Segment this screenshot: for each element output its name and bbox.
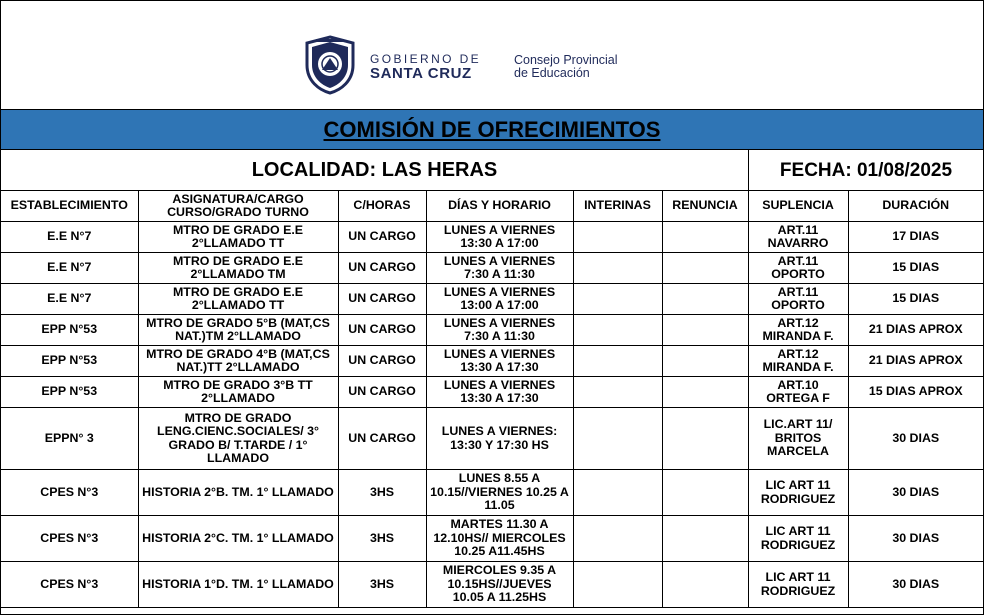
cell-suplencia: LIC ART 11 RODRIGUEZ [748,562,848,608]
cell-horario: LUNES A VIERNES: 13:30 Y 17:30 HS [426,408,573,470]
column-header: SUPLENCIA [748,191,848,222]
localidad-label: LOCALIDAD: LAS HERAS [1,150,749,191]
government-line-1: GOBIERNO DE [370,52,482,66]
table-header-row [1,191,983,222]
cell-horas: 3HS [338,516,426,562]
cell-interinas [573,253,662,284]
cell-interinas [573,284,662,315]
column-header: ESTABLECIMIENTO [1,191,138,222]
cell-duracion: 15 DIAS [848,284,983,315]
table-row [1,346,983,377]
table-row [1,470,983,516]
cell-duracion: 21 DIAS APROX [848,346,983,377]
table-row [1,516,983,562]
table-row [1,562,983,608]
cell-horas: UN CARGO [338,408,426,470]
cell-interinas [573,516,662,562]
title-banner [1,110,983,150]
document-title: COMISIÓN DE OFRECIMIENTOS [323,117,661,142]
cell-establecimiento: EPPN° 3 [1,408,138,470]
table-row [1,253,983,284]
cell-renuncia [662,562,748,608]
cell-suplencia: ART.10 ORTEGA F [748,377,848,408]
column-header: ASIGNATURA/CARGO CURSO/GRADO TURNO [138,191,338,222]
cell-establecimiento: E.E N°7 [1,222,138,253]
cell-duracion: 15 DIAS APROX [848,377,983,408]
column-header: DÍAS Y HORARIO [426,191,573,222]
council-line-1: Consejo Provincial [514,53,618,67]
cell-horario: LUNES A VIERNES 13:30 A 17:30 [426,377,573,408]
cell-asignatura: HISTORIA 1°D. TM. 1° LLAMADO [138,562,338,608]
cell-establecimiento: EPP N°53 [1,315,138,346]
cell-horas: UN CARGO [338,377,426,408]
cell-asignatura: MTRO DE GRADO 4°B (MAT,CS NAT.)TT 2°LLAMADO [138,346,338,377]
cell-interinas [573,470,662,516]
cell-horario: LUNES A VIERNES 7:30 A 11:30 [426,315,573,346]
cell-duracion: 30 DIAS [848,516,983,562]
table-row [1,408,983,470]
cell-renuncia [662,315,748,346]
cell-horas: UN CARGO [338,346,426,377]
table-row [1,377,983,408]
cell-renuncia [662,377,748,408]
cell-establecimiento: CPES N°3 [1,470,138,516]
cell-suplencia: LIC.ART 11/ BRITOS MARCELA [748,408,848,470]
cell-duracion: 30 DIAS [848,562,983,608]
table-row [1,284,983,315]
cell-interinas [573,408,662,470]
table-row [1,315,983,346]
cell-horas: UN CARGO [338,284,426,315]
cell-suplencia: ART.11 NAVARRO [748,222,848,253]
cell-duracion: 15 DIAS [848,253,983,284]
cell-renuncia [662,408,748,470]
cell-establecimiento: EPP N°53 [1,346,138,377]
cell-establecimiento: E.E N°7 [1,253,138,284]
cell-establecimiento: EPP N°53 [1,377,138,408]
logo-block [303,35,643,99]
cell-horario: MIERCOLES 9.35 A 10.15HS//JUEVES 10.05 A 11.25HS [426,562,573,608]
cell-horario: LUNES A VIERNES 13:30 A 17:00 [426,222,573,253]
cell-renuncia [662,470,748,516]
cell-asignatura: HISTORIA 2°B. TM. 1° LLAMADO [138,470,338,516]
cell-horario: MARTES 11.30 A 12.10HS// MIERCOLES 10.25 A11.45HS [426,516,573,562]
cell-interinas [573,377,662,408]
cell-renuncia [662,346,748,377]
cell-horas: 3HS [338,562,426,608]
table-row [1,222,983,253]
cell-horario: LUNES A VIERNES 13:00 A 17:00 [426,284,573,315]
cell-horas: 3HS [338,470,426,516]
provincial-seal-icon [303,35,357,95]
cell-horario: LUNES A VIERNES 13:30 A 17:30 [426,346,573,377]
cell-renuncia [662,253,748,284]
cell-duracion: 17 DIAS [848,222,983,253]
cell-establecimiento: CPES N°3 [1,562,138,608]
cell-suplencia: ART.12 MIRANDA F. [748,315,848,346]
cell-suplencia: ART.11 OPORTO [748,284,848,315]
cell-interinas [573,346,662,377]
cell-horario: LUNES A VIERNES 7:30 A 11:30 [426,253,573,284]
column-header: C/HORAS [338,191,426,222]
column-header: INTERINAS [573,191,662,222]
cell-horas: UN CARGO [338,253,426,284]
cell-horas: UN CARGO [338,315,426,346]
cell-horario: LUNES 8.55 A 10.15//VIERNES 10.25 A 11.05 [426,470,573,516]
cell-interinas [573,222,662,253]
cell-suplencia: LIC ART 11 RODRIGUEZ [748,516,848,562]
government-line-2: SANTA CRUZ [370,65,472,82]
cell-establecimiento: CPES N°3 [1,516,138,562]
column-header: DURACIÓN [848,191,983,222]
cell-suplencia: ART.11 OPORTO [748,253,848,284]
letterhead [1,1,983,110]
cell-renuncia [662,516,748,562]
cell-renuncia [662,222,748,253]
cell-interinas [573,315,662,346]
cell-establecimiento: E.E N°7 [1,284,138,315]
cell-asignatura: MTRO DE GRADO LENG.CIENC.SOCIALES/ 3° GRADO B/ T.TARDE / 1° LLAMADO [138,408,338,470]
cell-asignatura: MTRO DE GRADO E.E 2°LLAMADO TT [138,222,338,253]
cell-horas: UN CARGO [338,222,426,253]
cell-duracion: 30 DIAS [848,470,983,516]
cell-interinas [573,562,662,608]
cell-suplencia: ART.12 MIRANDA F. [748,346,848,377]
cell-asignatura: HISTORIA 2°C. TM. 1° LLAMADO [138,516,338,562]
cell-duracion: 21 DIAS APROX [848,315,983,346]
cell-asignatura: MTRO DE GRADO E.E 2°LLAMADO TM [138,253,338,284]
cell-renuncia [662,284,748,315]
offers-table [1,191,983,608]
fecha-label: FECHA: 01/08/2025 [749,150,983,191]
cell-suplencia: LIC ART 11 RODRIGUEZ [748,470,848,516]
cell-duracion: 30 DIAS [848,408,983,470]
column-header: RENUNCIA [662,191,748,222]
cell-asignatura: MTRO DE GRADO 5°B (MAT,CS NAT.)TM 2°LLAMADO [138,315,338,346]
cell-asignatura: MTRO DE GRADO E.E 2°LLAMADO TT [138,284,338,315]
cell-asignatura: MTRO DE GRADO 3°B TT 2°LLAMADO [138,377,338,408]
council-line-2: de Educación [514,66,590,80]
